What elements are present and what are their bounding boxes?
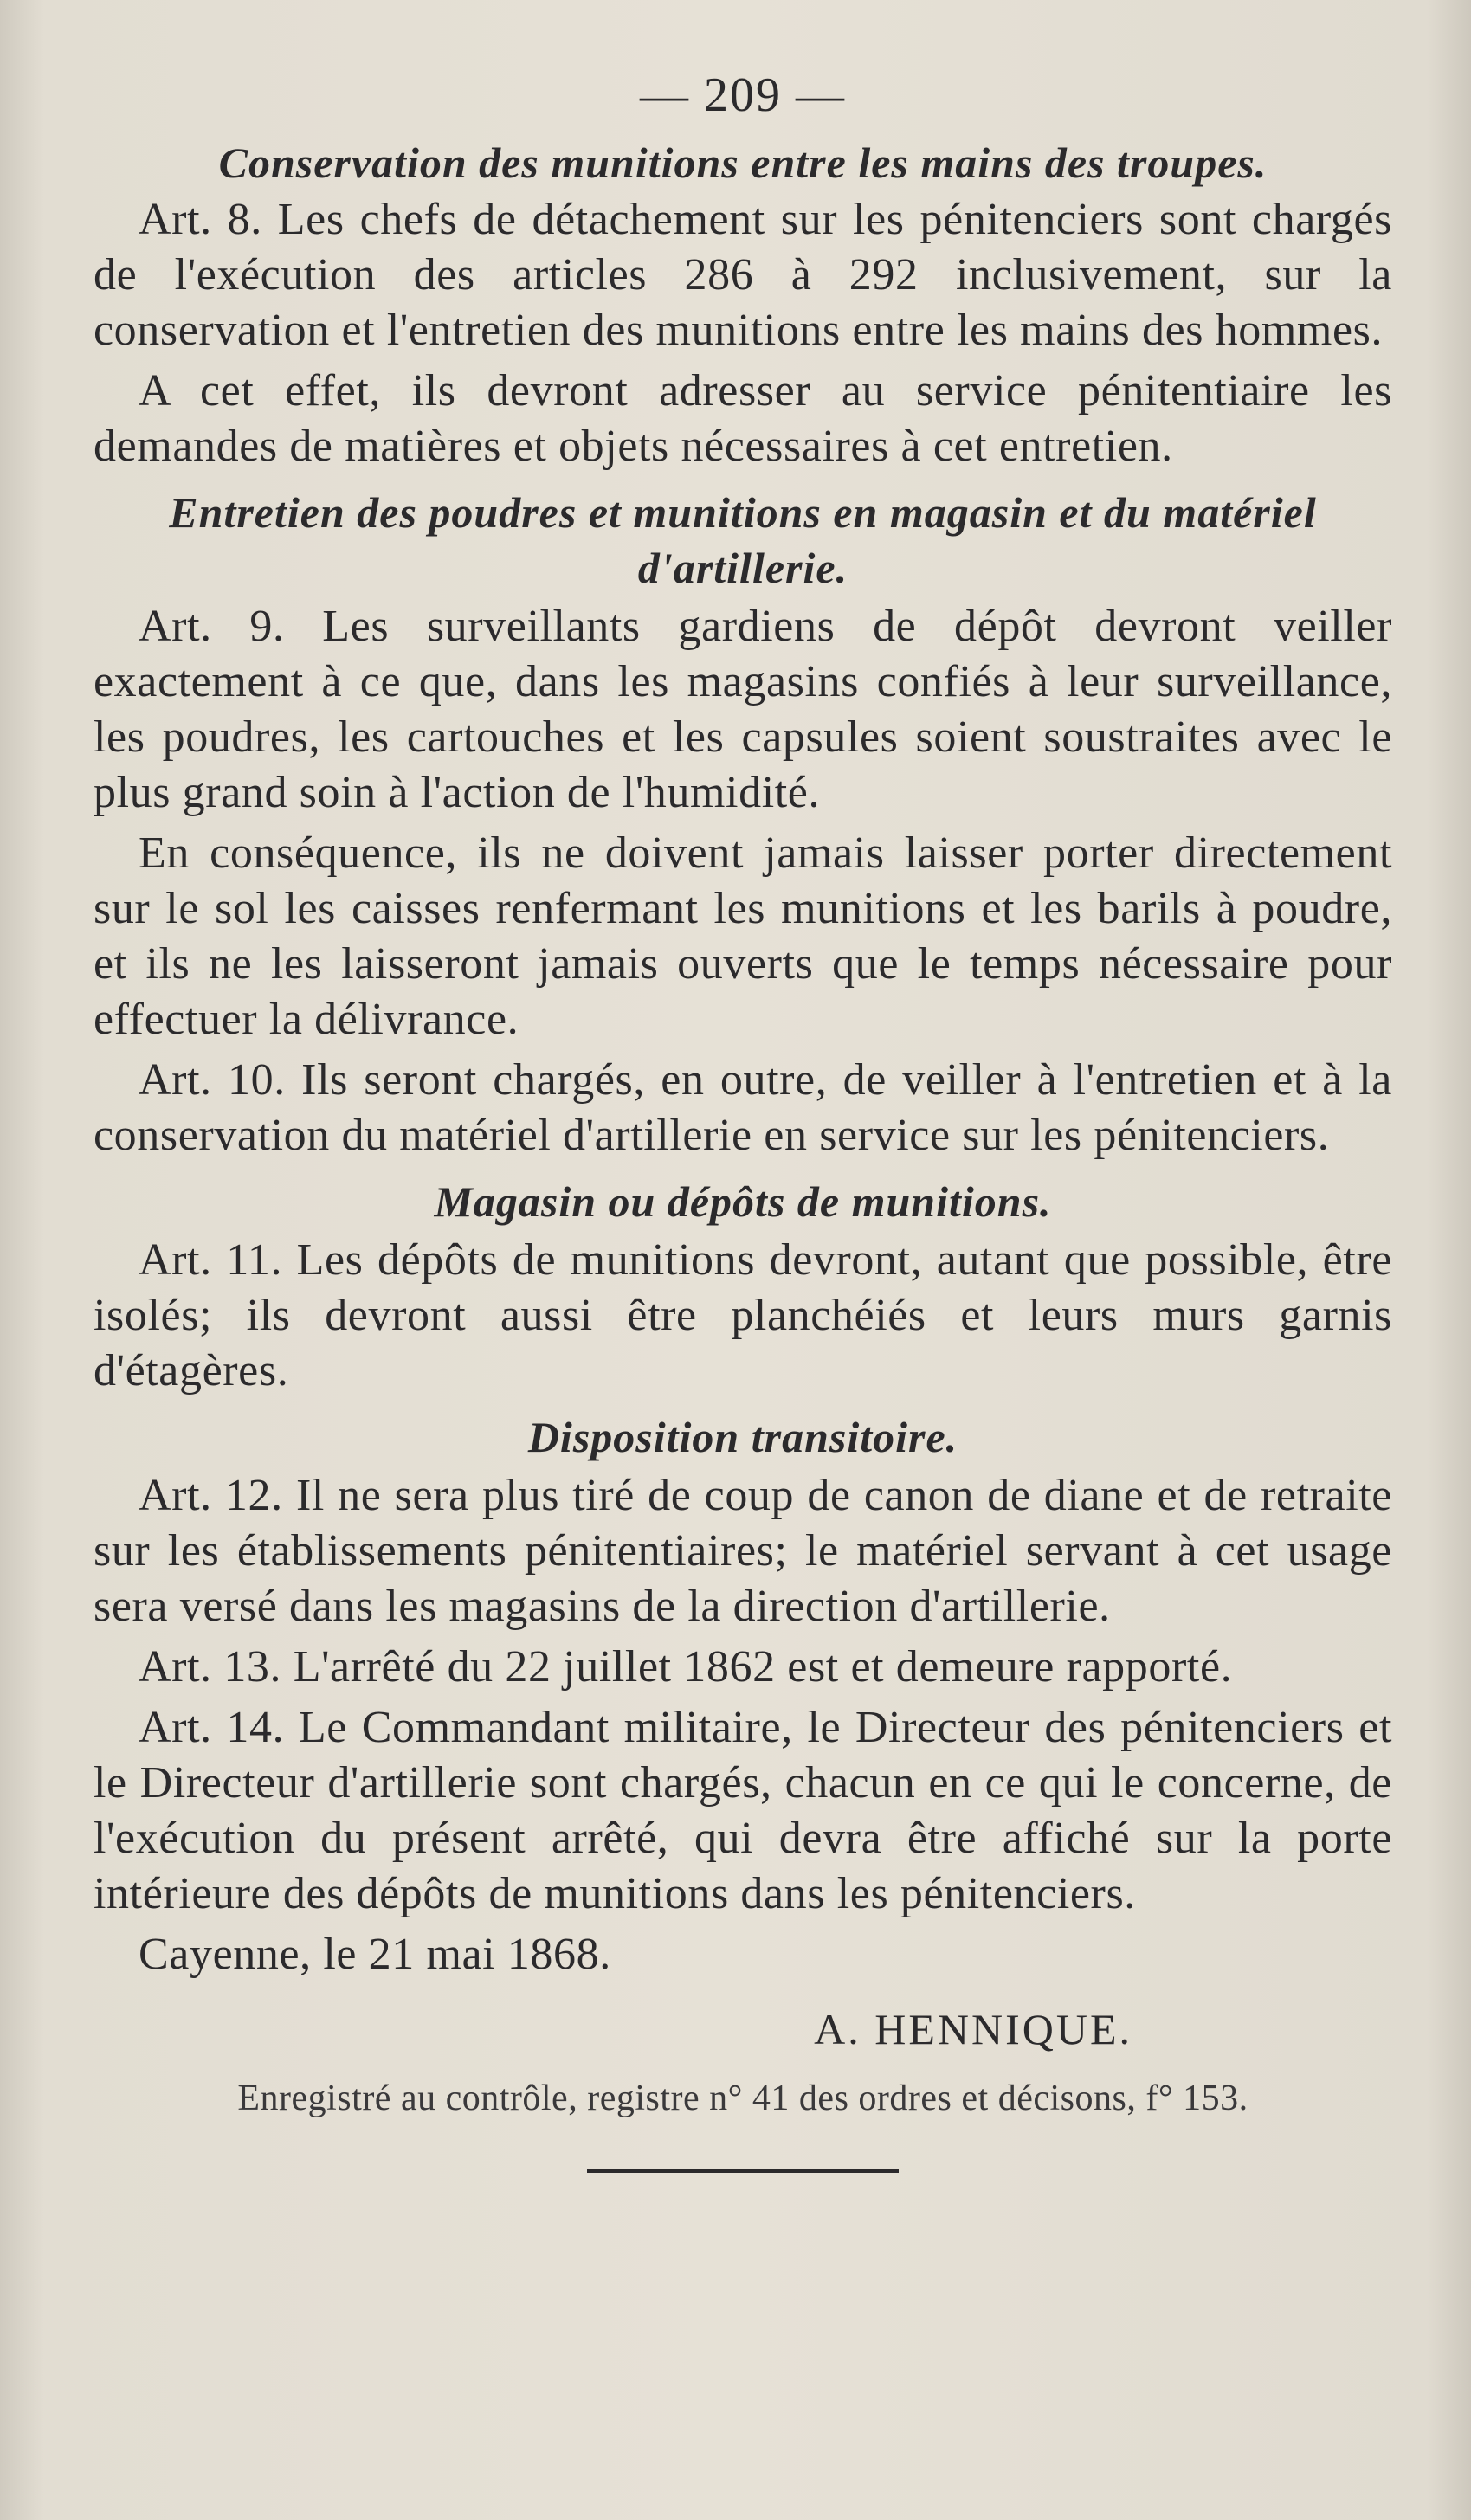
section-heading-disposition: Disposition transitoire.	[527, 1413, 958, 1461]
article-9: Art. 9. Les surveillants gardiens de dépôt devront veiller exactement à ce que, dans les magasins confiés à leur surveillance, les poudres, les cartouches et les capsules soient soustraites avec le plus grand soin à l'action de l'humidité.	[94, 602, 1392, 817]
date-line: Cayenne, le 21 mai 1868.	[139, 1930, 611, 1979]
closing-rule	[587, 2169, 899, 2173]
section-heading-magasin: Magasin ou dépôts de munitions.	[434, 1177, 1052, 1226]
page-number: — 209 —	[640, 68, 846, 122]
article-11: Art. 11. Les dépôts de munitions devront, autant que possible, être isolés; ils devront aussi être planchéiés et leurs murs garnis d'étagères.	[94, 1235, 1392, 1395]
article-12: Art. 12. Il ne sera plus tiré de coup de canon de diane et de retraite sur les établissements pénitentiaires; le matériel servant à cet usage sera versé dans les magasins de la direction d'artillerie.	[94, 1471, 1392, 1631]
section-heading-conservation: Conservation des munitions entre les mains des troupes.	[218, 139, 1268, 187]
article-8: Art. 8. Les chefs de détachement sur les pénitenciers sont chargés de l'exécution des articles 286 à 292 inclusivement, sur la conservation et l'entretien des munitions entre les mains des hommes.	[94, 195, 1392, 355]
article-9-followup: En conséquence, ils ne doivent jamais laisser porter directement sur le sol les caisses renfermant les munitions et les barils à poudre, et ils ne les laisseront jamais ouverts que le temps nécessaire pour effectuer la délivrance.	[94, 828, 1392, 1044]
registry-note: Enregistré au contrôle, registre n° 41 des ordres et décisons, f° 153.	[237, 2079, 1248, 2118]
section-heading-entretien: Entretien des poudres et munitions en magasin et du matériel d'artillerie.	[169, 488, 1317, 592]
article-8-followup: A cet effet, ils devront adresser au service pénitentiaire les demandes de matières et objets nécessaires à cet entretien.	[94, 366, 1392, 471]
article-10: Art. 10. Ils seront chargés, en outre, de veiller à l'entretien et à la conservation du matériel d'artillerie en service sur les pénitenciers.	[94, 1055, 1392, 1160]
article-14: Art. 14. Le Commandant militaire, le Directeur des pénitenciers et le Directeur d'artillerie sont chargés, chacun en ce qui le concerne, de l'exécution du présent arrêté, qui devra être affiché sur la porte intérieure des dépôts de munitions dans les pénitenciers.	[94, 1703, 1392, 1918]
article-13: Art. 13. L'arrêté du 22 juillet 1862 est et demeure rapporté.	[139, 1642, 1233, 1692]
text-column	[94, 61, 1392, 2173]
signature: A. HENNIQUE.	[814, 2005, 1132, 2053]
